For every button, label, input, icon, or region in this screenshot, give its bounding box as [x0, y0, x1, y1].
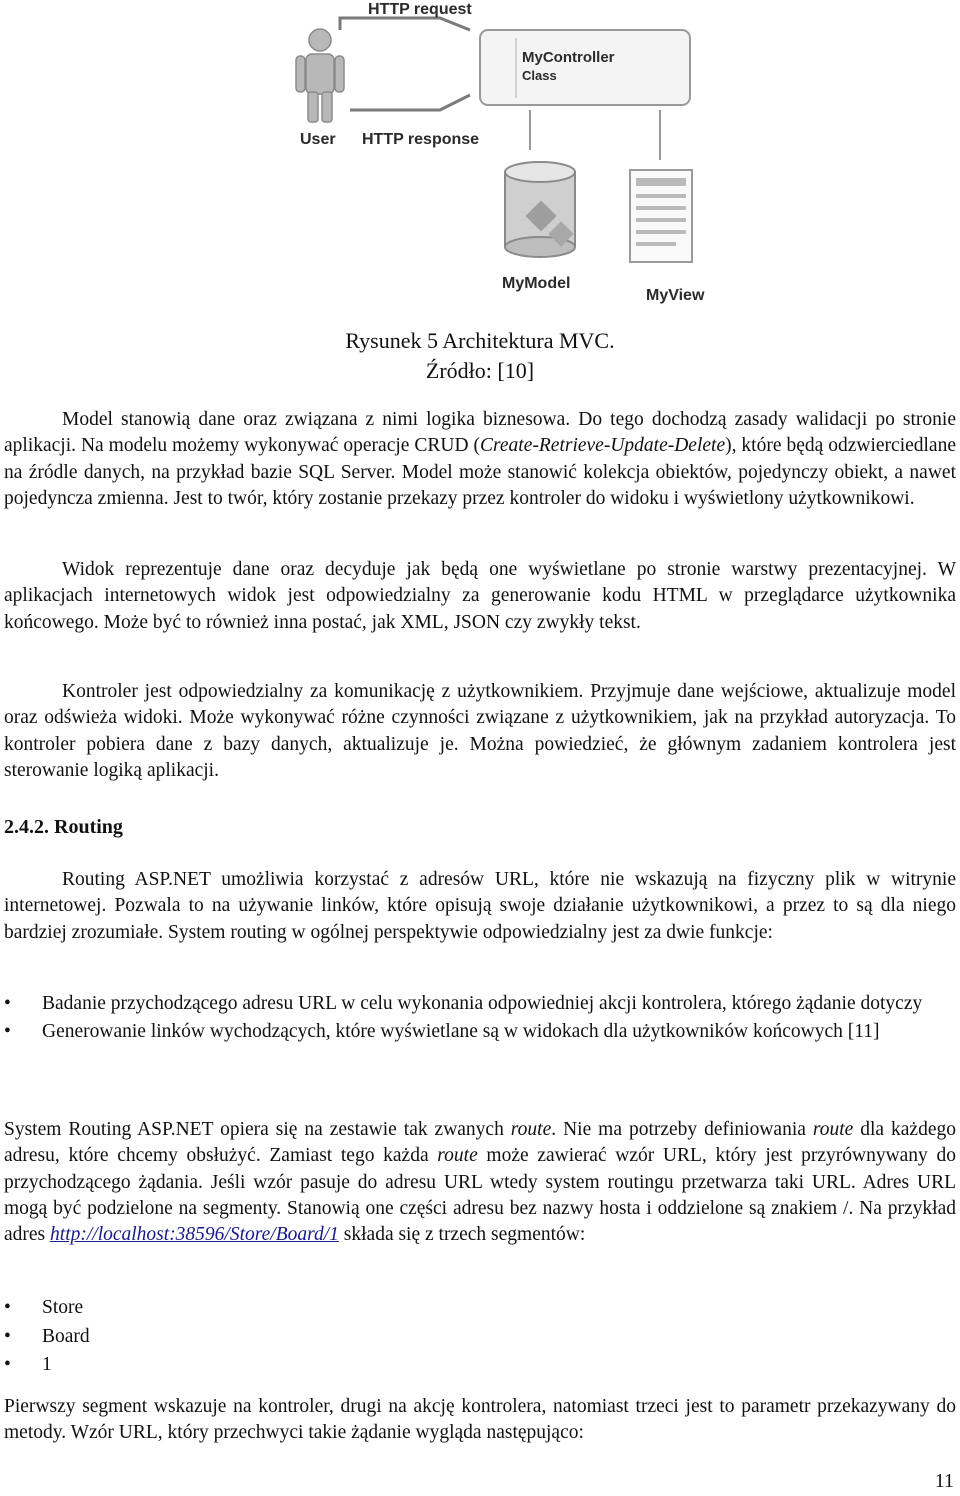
page-number: 11: [934, 1470, 954, 1492]
route-term: route: [812, 1119, 854, 1140]
paragraph-routing: Routing ASP.NET umożliwia korzystać z adresów URL, które nie wskazują na fizyczny plik w witrynie internetowej. Pozwala to na używanie linków, które opisują swoje działanie użytkownikowi, a przez to są dla niego bardziej zrozumiałe. System routing w ogólnej perspektywie odpowiedzialny jest za dwie funkcje:: [4, 869, 956, 943]
routing-functions-list: [4, 991, 956, 1046]
p5-text-g: może zawierać wzór URL, który jest przyrównywany do przychodzącego żądania. Jeśli wzór pasuje do adresu URL wtedy system routingu przetwarza taki URL. Adres URL mogą być podzielone na segmenty. Stanowią one części adresu bez nazwy hosta i oddzielone są znakiem /. Na przykład adres: [4, 1145, 956, 1246]
list-item: • Generowanie linków wychodzących, które wyświetlane są w widokach dla użytkowników końcowych [11]: [4, 1021, 880, 1043]
list-item-text: Store: [42, 1297, 84, 1318]
model-label: MyModel: [502, 275, 571, 292]
figure-caption-line2: Źródło: [10]: [425, 358, 535, 383]
user-icon: [296, 29, 344, 122]
crud-term: Create-Retrieve-Update-Delete: [480, 435, 726, 457]
section-heading-routing: 2.4.2. Routing: [4, 816, 123, 838]
route-term: route: [437, 1145, 478, 1167]
http-request-label: HTTP request: [368, 1, 472, 18]
list-item-text: Generowanie linków wychodzących, które wyświetlane są w widokach dla użytkowników końcowych [11]: [42, 1021, 880, 1043]
controller-name: MyController: [522, 49, 615, 66]
list-item-text: Board: [42, 1325, 90, 1347]
list-item: • 1: [4, 1354, 52, 1375]
segments-list: [4, 1294, 956, 1380]
controller-box: [480, 30, 690, 105]
list-item-text: Badanie przychodzącego adresu URL w celu wykonania odpowiedniej akcji kontrolera, którego żądanie dotyczy: [42, 993, 923, 1014]
mvc-diagram: [280, 0, 740, 310]
user-label: User: [300, 131, 336, 148]
p5-text-c: . Nie ma potrzeby definiowania: [551, 1119, 813, 1140]
paragraph-model-text-c: ), które będą odzwierciedlane na źródle danych, na przykład bazie SQL Server. Model może stanowić kolekcja obiektów, pojedynczy obiekt, a nawet pojedyncza zmienna. Jest to twór, który zostanie przekazy przez kontroler do widoku i wyświetlony użytkownikowi.: [4, 435, 956, 509]
figure-caption-line1: Rysunek 5 Architektura MVC.: [345, 328, 615, 353]
view-document-icon: [630, 170, 692, 262]
list-item: • Board: [4, 1325, 90, 1347]
paragraph-model-text-a: Model stanowią dane oraz związana z nimi logika biznesowa. Do tego dochodzą zasady walidacji po stronie aplikacji. Na modelu możemy wykonywać operacje CRUD (: [4, 409, 956, 457]
list-item: • Store: [4, 1297, 84, 1318]
paragraph-controller: Kontroler jest odpowiedzialny za komunikację z użytkownikiem. Przyjmuje dane wejściowe, aktualizuje model oraz odświeża widoki. Może wykonywać różne czynności związane z użytkownikiem, jak na przykład autoryzacja. To kontroler pobiera dane z bazy danych, aktualizuje je. Można powiedzieć, że głównym zadaniem kontrolera jest sterowanie logiką aplikacji.: [4, 681, 956, 781]
http-response-arrow: [350, 95, 470, 110]
http-response-label: HTTP response: [362, 131, 480, 148]
paragraph-segments: Pierwszy segment wskazuje na kontroler, drugi na akcję kontrolera, natomiast trzeci jest to parametr przekazywany do metody. Wzór URL, który przechwyci takie żądanie wygląda następująco:: [4, 1396, 956, 1444]
paragraph-view: Widok reprezentuje dane oraz decyduje jak będą one wyświetlane po stronie warstwy prezentacyjnej. W aplikacjach internetowych widok jest odpowiedzialny za generowanie kodu HTML w przeglądarce użytkownika końcowego. Może być to również inna postać, jak XML, JSON czy zwykły tekst.: [4, 559, 956, 633]
list-item-text: 1: [42, 1354, 52, 1375]
p5-text-e: dla każdego adresu, które chcemy obsłużyć. Zamiast tego każda: [4, 1119, 956, 1167]
controller-kind: Class: [522, 68, 557, 83]
paragraph-model: [4, 407, 956, 512]
database-icon: [505, 162, 575, 257]
paragraph-route-system: [4, 1117, 956, 1248]
example-url-link[interactable]: http://localhost:38596/Store/Board/1: [50, 1224, 339, 1246]
p5-text-a: System Routing ASP.NET opiera się na zestawie tak zwanych: [4, 1119, 511, 1140]
view-label: MyView: [646, 287, 705, 304]
http-request-arrow: [340, 18, 470, 30]
route-term: route: [510, 1119, 552, 1140]
list-item: • Badanie przychodzącego adresu URL w celu wykonania odpowiedniej akcji kontrolera, którego żądanie dotyczy: [4, 993, 923, 1014]
p5-text-h: składa się z trzech segmentów:: [338, 1224, 586, 1246]
